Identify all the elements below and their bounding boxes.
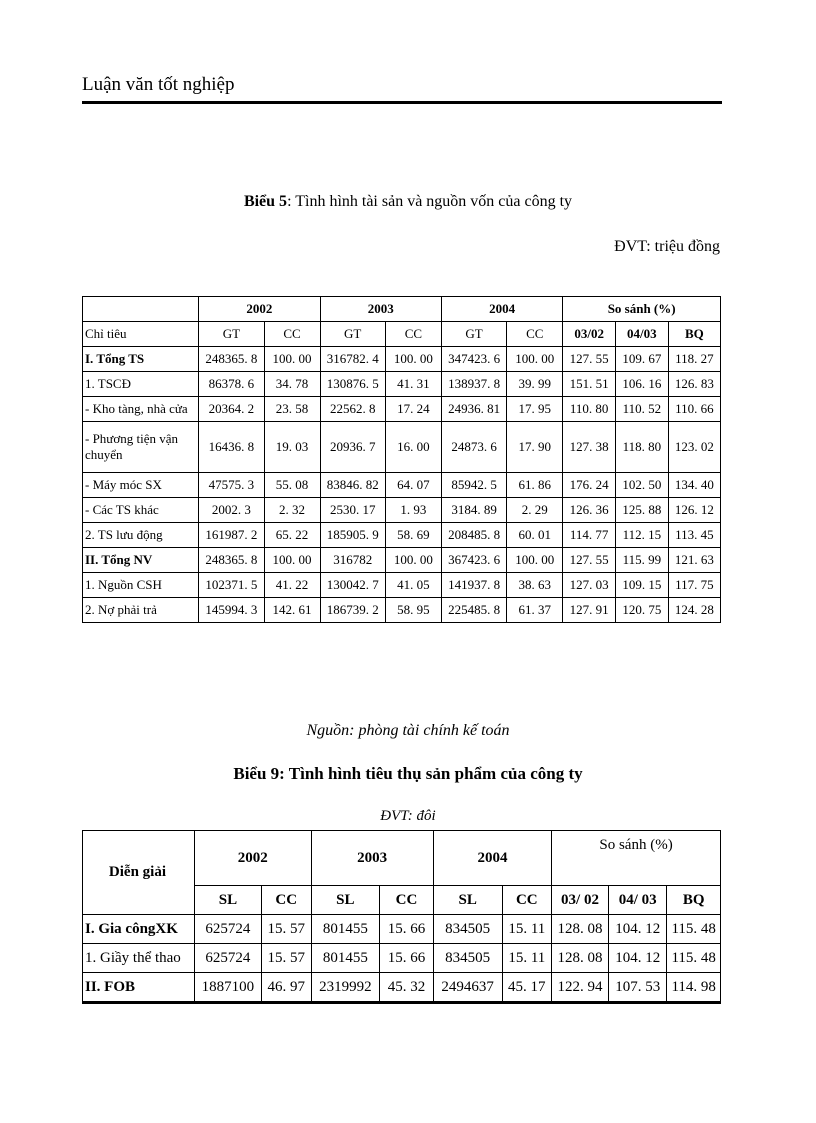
table-cell: 1887100 [194,973,261,1003]
column-header: 04/ 03 [608,886,667,915]
table-cell: 24936. 81 [441,397,506,422]
table-cell: 176. 24 [563,473,616,498]
table-cell: 17. 24 [385,397,441,422]
table-cell: 225485. 8 [441,598,506,623]
column-header: GT [441,322,506,347]
table-cell: 118. 27 [668,347,720,372]
table-row [83,498,721,523]
table-cell: 1. 93 [385,498,441,523]
table-cell: 17. 90 [507,422,563,473]
year-header: 2004 [433,831,551,886]
table-row [83,973,721,1003]
table-cell: 115. 48 [667,944,721,973]
table-cell: 100. 00 [264,548,320,573]
table-cell: 102. 50 [616,473,669,498]
year-header: 2003 [320,297,441,322]
table-cell: 47575. 3 [199,473,264,498]
table-cell: 100. 00 [385,548,441,573]
table-cell: 316782. 4 [320,347,385,372]
table-row [83,944,721,973]
row-label: I. Gia côngXK [83,915,195,944]
table-cell: 347423. 6 [441,347,506,372]
header-row-years [83,831,721,886]
table-cell: 248365. 8 [199,347,264,372]
table-cell: 86378. 6 [199,372,264,397]
table-cell: 2494637 [433,973,502,1003]
row-label: - Máy móc SX [83,473,199,498]
table-cell: 113. 45 [668,523,720,548]
row-label: II. FOB [83,973,195,1003]
table-cell: 58. 95 [385,598,441,623]
table-cell: 123. 02 [668,422,720,473]
table1-title-label: Biểu 5 [243,193,288,210]
table-cell: 102371. 5 [199,573,264,598]
table-cell: 834505 [433,915,502,944]
table-cell: 20936. 7 [320,422,385,473]
table-row [83,473,721,498]
table-cell: 801455 [311,915,380,944]
year-header: 2002 [199,297,320,322]
row-label: I. Tổng TS [83,347,199,372]
table2-title: Biểu 9: Tình hình tiêu thụ sản phẩm của công ty [233,764,583,783]
table-cell: 112. 15 [616,523,669,548]
table-cell: 118. 80 [616,422,669,473]
column-header: 03/02 [563,322,616,347]
year-header: So sánh (%) [552,831,721,886]
table-cell: 127. 91 [563,598,616,623]
table-cell: 120. 75 [616,598,669,623]
row-label: 1. Giầy thể thao [83,944,195,973]
table-cell: 15. 11 [502,944,552,973]
header-row-columns [83,322,721,347]
table-row [83,915,721,944]
table-cell: 128. 08 [552,915,609,944]
table-cell: 2. 32 [264,498,320,523]
row-label: 2. Nợ phải trả [83,598,199,623]
table-cell: 367423. 6 [441,548,506,573]
table-cell: 15. 57 [261,944,311,973]
table-cell: 104. 12 [608,915,667,944]
year-header: 2003 [311,831,433,886]
table-cell: 186739. 2 [320,598,385,623]
table-cell: 115. 48 [667,915,721,944]
table-cell: 151. 51 [563,372,616,397]
column-header: GT [199,322,264,347]
table-cell: 85942. 5 [441,473,506,498]
table-cell: 128. 08 [552,944,609,973]
table-cell: 83846. 82 [320,473,385,498]
table-cell: 801455 [311,944,380,973]
table1-unit: ĐVT: triệu đồng [614,238,720,255]
table-cell: 15. 11 [502,915,552,944]
column-header: 03/ 02 [552,886,609,915]
table-cell: 126. 83 [668,372,720,397]
table1-title-text: : Tình hình tài sản và nguồn vốn của công ty [287,193,573,210]
product-sales-table [82,830,721,1004]
column-header: CC [380,886,434,915]
header-divider [82,101,722,104]
table-cell: 15. 57 [261,915,311,944]
row-label: - Phương tiện vận chuyển [83,422,199,473]
table-cell: 38. 63 [507,573,563,598]
year-header: So sánh (%) [563,297,721,322]
column-header: SL [194,886,261,915]
table-cell: 2002. 3 [199,498,264,523]
table-cell: 34. 78 [264,372,320,397]
table-cell: 127. 55 [563,347,616,372]
table-cell: 117. 75 [668,573,720,598]
column-header: SL [433,886,502,915]
table-cell: 834505 [433,944,502,973]
table-cell: 127. 55 [563,548,616,573]
table-cell: 110. 66 [668,397,720,422]
table-cell: 39. 99 [507,372,563,397]
table-cell: 45. 17 [502,973,552,1003]
row-label: - Các TS khác [83,498,199,523]
row-label: 1. TSCĐ [83,372,199,397]
table-cell: 114. 98 [667,973,721,1003]
table-cell: 248365. 8 [199,548,264,573]
table-cell: 100. 00 [264,347,320,372]
table-cell: 121. 63 [668,548,720,573]
column-header: GT [320,322,385,347]
table-row [83,372,721,397]
table-cell: 208485. 8 [441,523,506,548]
table1-title [0,193,816,211]
table-row [83,397,721,422]
row-label: 1. Nguồn CSH [83,573,199,598]
table-cell: 115. 99 [616,548,669,573]
table-cell: 22562. 8 [320,397,385,422]
column-header: BQ [667,886,721,915]
table-cell: 100. 00 [385,347,441,372]
table-row [83,548,721,573]
year-header: 2002 [194,831,311,886]
table-cell: 126. 36 [563,498,616,523]
table-cell: 185905. 9 [320,523,385,548]
column-header: SL [311,886,380,915]
table-row [83,422,721,473]
header-row-years [83,297,721,322]
table-cell: 46. 97 [261,973,311,1003]
table-cell: 2. 29 [507,498,563,523]
table-cell: 104. 12 [608,944,667,973]
table-cell: 625724 [194,944,261,973]
table-cell: 142. 61 [264,598,320,623]
table-cell: 41. 31 [385,372,441,397]
asset-capital-table [82,296,721,623]
row-label-header [83,297,199,322]
table-cell: 16436. 8 [199,422,264,473]
table-cell: 23. 58 [264,397,320,422]
table-cell: 65. 22 [264,523,320,548]
table-cell: 316782 [320,548,385,573]
table-cell: 17. 95 [507,397,563,422]
table-row [83,573,721,598]
table-cell: 109. 15 [616,573,669,598]
table-cell: 125. 88 [616,498,669,523]
table-cell: 130042. 7 [320,573,385,598]
row-label: II. Tổng NV [83,548,199,573]
table2-unit: ĐVT: đôi [380,808,436,824]
table-cell: 41. 05 [385,573,441,598]
row-label: 2. TS lưu động [83,523,199,548]
column-header: CC [264,322,320,347]
table-cell: 130876. 5 [320,372,385,397]
table-cell: 145994. 3 [199,598,264,623]
table-cell: 2319992 [311,973,380,1003]
table-cell: 61. 86 [507,473,563,498]
column-header: CC [385,322,441,347]
table-cell: 58. 69 [385,523,441,548]
table-cell: 3184. 89 [441,498,506,523]
column-header: BQ [668,322,720,347]
table-cell: 2530. 17 [320,498,385,523]
row-label: - Kho tàng, nhà cửa [83,397,199,422]
column-header: 04/03 [616,322,669,347]
table-cell: 55. 08 [264,473,320,498]
table-cell: 107. 53 [608,973,667,1003]
table-cell: 45. 32 [380,973,434,1003]
row-label-header: Diễn giải [83,831,195,915]
table-cell: 124. 28 [668,598,720,623]
table-cell: 109. 67 [616,347,669,372]
table-cell: 61. 37 [507,598,563,623]
table-cell: 161987. 2 [199,523,264,548]
year-header: 2004 [441,297,562,322]
table-cell: 60. 01 [507,523,563,548]
column-header: CC [502,886,552,915]
table-row [83,598,721,623]
page-header-title: Luận văn tốt nghiệp [82,74,235,95]
table-cell: 138937. 8 [441,372,506,397]
table-cell: 134. 40 [668,473,720,498]
table-cell: 122. 94 [552,973,609,1003]
row-label-header: Chỉ tiêu [83,322,199,347]
table-cell: 15. 66 [380,915,434,944]
table-row [83,347,721,372]
table-cell: 16. 00 [385,422,441,473]
table-cell: 625724 [194,915,261,944]
table-cell: 127. 03 [563,573,616,598]
table-cell: 100. 00 [507,548,563,573]
table-cell: 114. 77 [563,523,616,548]
table-cell: 110. 52 [616,397,669,422]
table1-source: Nguồn: phòng tài chính kế toán [306,722,510,739]
table-cell: 20364. 2 [199,397,264,422]
column-header: CC [261,886,311,915]
table-cell: 41. 22 [264,573,320,598]
table-cell: 110. 80 [563,397,616,422]
table-row [83,523,721,548]
table-cell: 64. 07 [385,473,441,498]
column-header: CC [507,322,563,347]
table-cell: 106. 16 [616,372,669,397]
table-cell: 127. 38 [563,422,616,473]
table-cell: 141937. 8 [441,573,506,598]
table-cell: 126. 12 [668,498,720,523]
table-cell: 15. 66 [380,944,434,973]
table-cell: 19. 03 [264,422,320,473]
table-cell: 24873. 6 [441,422,506,473]
table-cell: 100. 00 [507,347,563,372]
